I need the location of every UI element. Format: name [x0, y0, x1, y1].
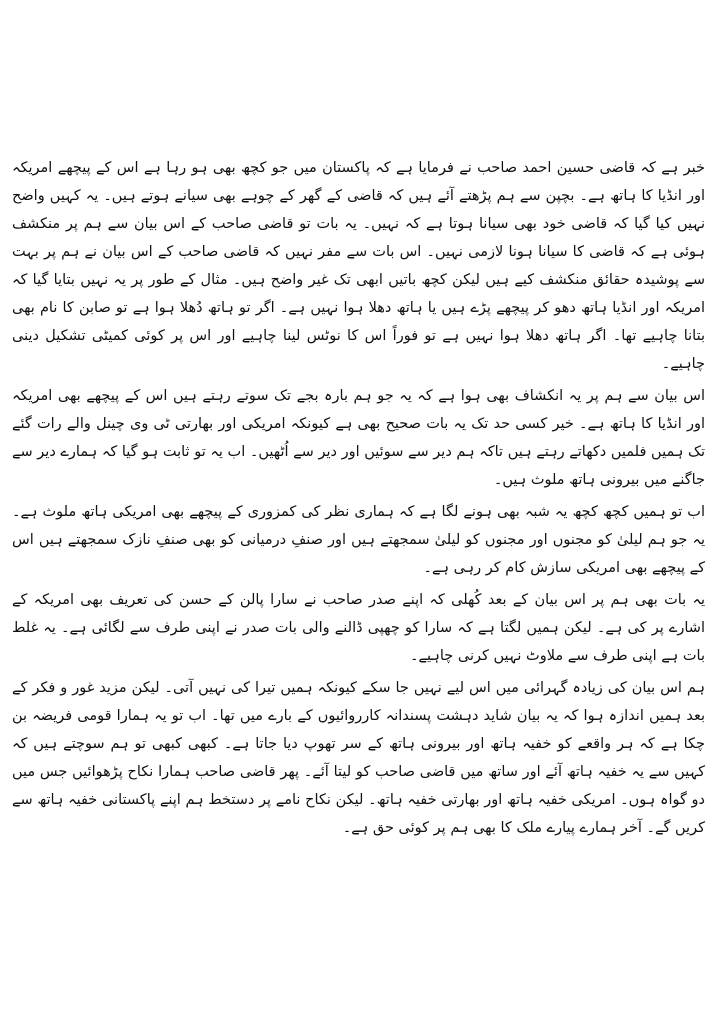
paragraph-1: خبر ہے کہ قاضی حسین احمد صاحب نے فرمایا ہے کہ پاکستان میں جو کچھ بھی ہو رہا ہے اس کے پیچھے امریکہ اور انڈیا کا ہاتھ ہے۔ بچپن سے ہم پڑھتے آئے ہیں کہ قاضی کے گھر کے چوہے بھی سیانے ہوتے ہیں۔ یہ کہیں واضح نہیں کیا گیا کہ قاضی خود بھی سیانا ہوتا ہے کہ نہیں۔ یہ بات تو قاضی صاحب کے اس بیان سے ہم پر منکشف ہوئی ہے کہ قاضی کا سیانا ہونا لازمی نہیں۔ اس بات سے مفر نہیں کہ قاضی صاحب کے اس بیان نے ہم پر بہت سے پوشیدہ حقائق منکشف کیے ہیں لیکن کچھ باتیں ابھی تک غیر واضح ہیں۔ مثال کے طور پر یہ نہیں بتایا گیا کہ امریکہ اور انڈیا ہاتھ دھو کر پیچھے پڑے ہیں یا ہاتھ دھلا ہوا نہیں ہے۔ اگر تو ہاتھ دُھلا ہوا ہے تو صابن کا نام بھی بتانا چاہیے تھا۔ اگر ہاتھ دھلا ہوا نہیں ہے تو فوراً اس کا نوٹس لینا چاہیے اور اس پر کوئی کمیٹی تشکیل دینی چاہیے۔: [12, 160, 705, 372]
paragraph-4: یہ بات بھی ہم پر اس بیان کے بعد کُھلی کہ اپنے صدر صاحب نے سارا پالن کے حسن کی تعریف بھی امریکہ کے اشارے پر کی ہے۔ لیکن ہمیں لگتا ہے کہ سارا کو چھپی ڈالنے والی بات صدر نے اپنی طرف سے لگائی ہے۔ یہ غلط بات ہے اپنی طرف سے ملاوٹ نہیں کرنی چاہیے۔: [12, 592, 705, 664]
urdu-article: [12, 154, 705, 842]
paragraph-3: اب تو ہمیں کچھ کچھ یہ شبہ بھی ہونے لگا ہے کہ ہماری نظر کی کمزوری کے پیچھے بھی امریکی ہاتھ ملوث ہے۔ یہ جو ہم لیلیٰ کو مجنوں اور مجنوں کو لیلیٰ سمجھتے ہیں اور صنفِ درمیانی کو بھی صنفِ نازک سمجھتے ہیں اس کے پیچھے بھی امریکی سازش کام کر رہی ہے۔: [12, 504, 705, 576]
paragraph-2: اس بیان سے ہم پر یہ انکشاف بھی ہوا ہے کہ یہ جو ہم بارہ بجے تک سوتے رہتے ہیں اس کے پیچھے بھی امریکہ اور انڈیا کا ہاتھ ہے۔ خیر کسی حد تک یہ بات صحیح بھی ہے کیونکہ امریکی اور بھارتی ٹی وی چینل والے رات گئے تک ہمیں فلمیں دکھاتے رہتے ہیں تاکہ ہم دیر سے سوئیں اور دیر سے اُٹھیں۔ اب یہ تو ثابت ہو گیا کہ ہمارے دیر سے جاگنے میں بیرونی ہاتھ ملوث ہیں۔: [12, 388, 705, 488]
paragraph-5: ہم اس بیان کی زیادہ گہرائی میں اس لیے نہیں جا سکے کیونکہ ہمیں تیرا کی نہیں آتی۔ لیکن مزید غور و فکر کے بعد ہمیں اندازہ ہوا کہ یہ بیان شاید دہشت پسندانہ کارروائیوں کے بارے میں تھا۔ اب تو یہ ہمارا قومی فریضہ بن چکا ہے کہ ہر واقعے کو خفیہ ہاتھ اور بیرونی ہاتھ کے سر تھوپ دیا جاتا ہے۔ کبھی کبھی تو ہم سوچتے ہیں کہ کہیں سے یہ خفیہ ہاتھ آئے اور ساتھ میں قاضی صاحب کو لیتا آئے۔ پھر قاضی صاحب ہمارا نکاح پڑھوائیں جس میں دو گواہ ہوں۔ امریکی خفیہ ہاتھ اور بھارتی خفیہ ہاتھ۔ لیکن نکاح نامے پر دستخط ہم اپنے پاکستانی خفیہ ہاتھ سے کریں گے۔ آخر ہمارے پیارے ملک کا بھی ہم پر کوئی حق ہے۔: [12, 680, 705, 836]
